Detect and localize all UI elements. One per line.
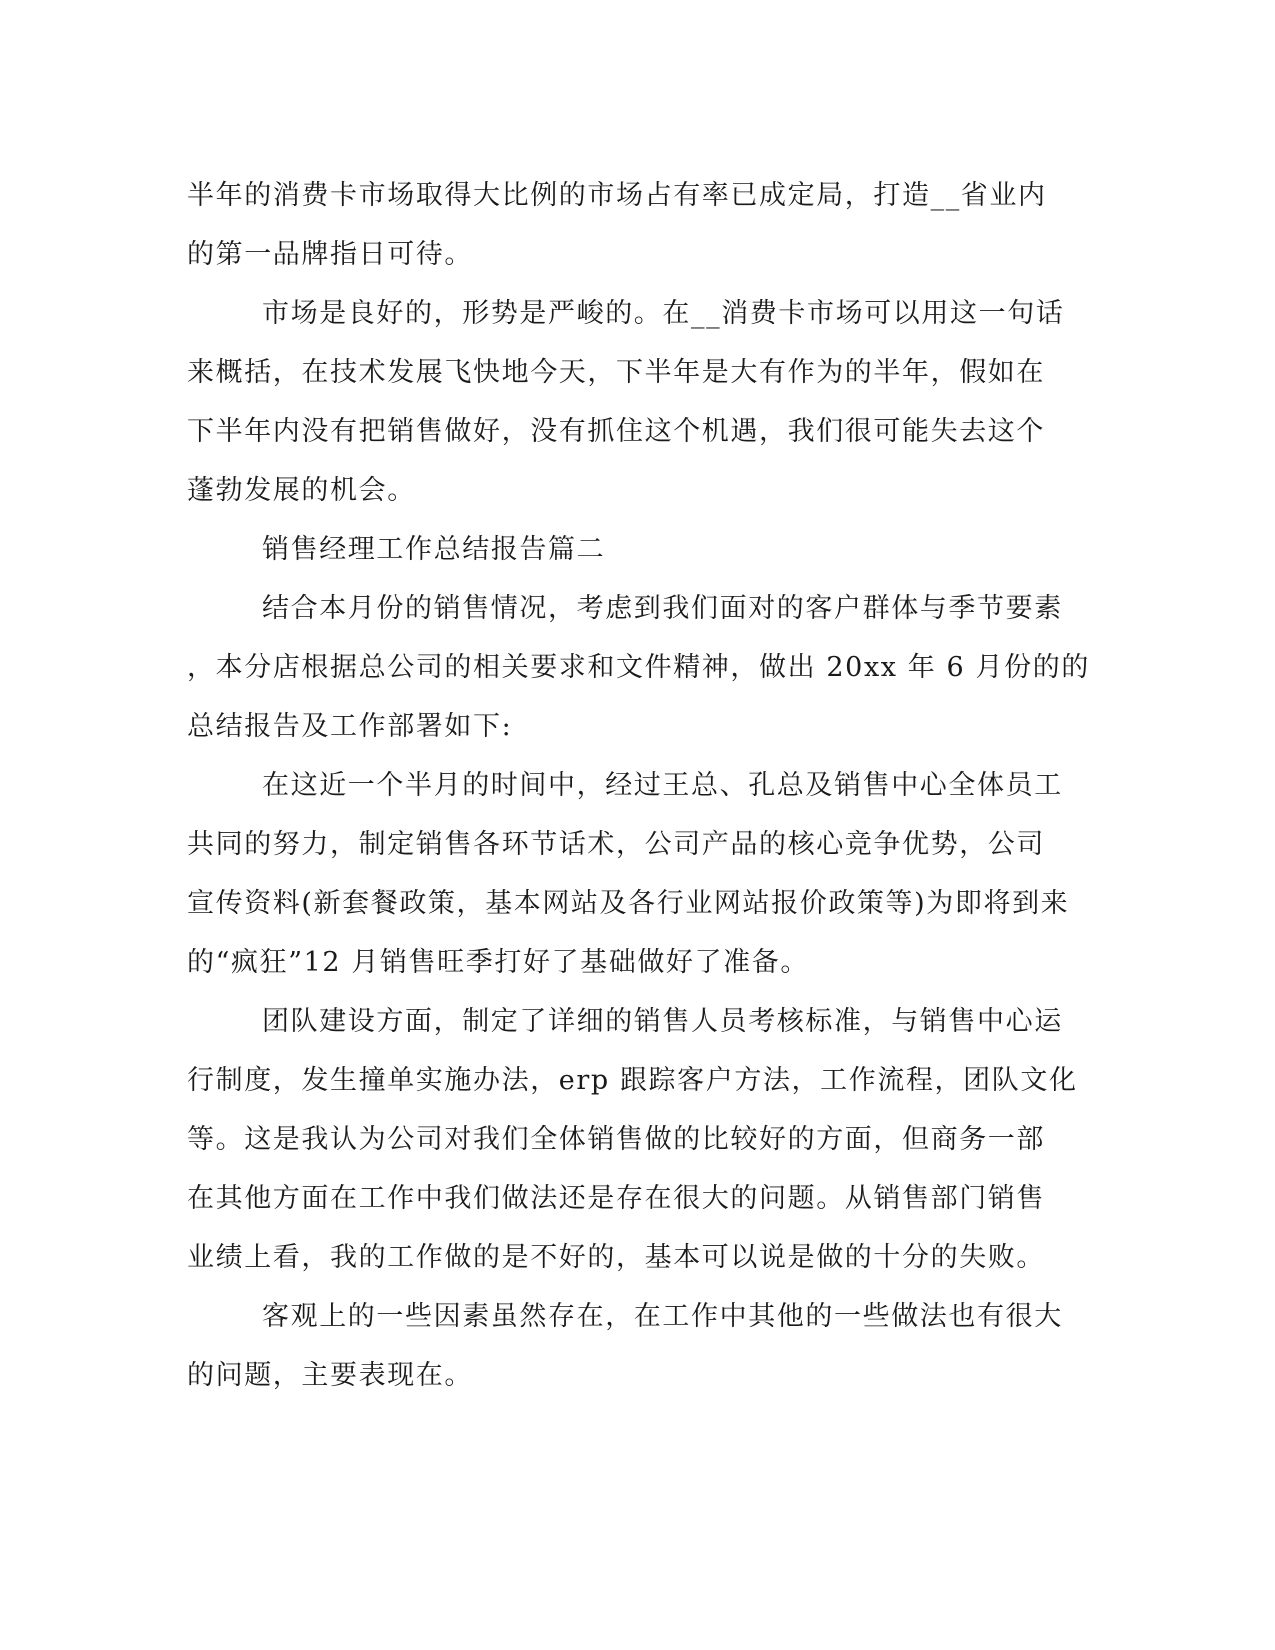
text-line: 行制度，发生撞单实施办法，erp 跟踪客户方法，工作流程，团队文化: [187, 1065, 1078, 1096]
text-line: 共同的努力，制定销售各环节话术，公司产品的核心竞争优势，公司: [187, 829, 1045, 860]
text-line: 等。这是我认为公司对我们全体销售做的比较好的方面，但商务一部: [187, 1124, 1045, 1155]
text-line: 下半年内没有把销售做好，没有抓住这个机遇，我们很可能失去这个: [187, 416, 1045, 447]
document-body: [187, 166, 1090, 1405]
text-line: 宣传资料(新套餐政策，基本网站及各行业网站报价政策等)为即将到来: [187, 888, 1070, 919]
text-line: 的第一品牌指日可待。: [187, 239, 473, 270]
text-line: 在这近一个半月的时间中，经过王总、孔总及销售中心全体员工: [262, 770, 1063, 801]
text-line: 结合本月份的销售情况，考虑到我们面对的客户群体与季节要素: [262, 593, 1063, 624]
text-line: 的问题，主要表现在。: [187, 1360, 473, 1391]
text-line: 团队建设方面，制定了详细的销售人员考核标准，与销售中心运: [262, 1006, 1063, 1037]
text-line: 总结报告及工作部署如下:: [187, 711, 513, 742]
text-line: ，本分店根据总公司的相关要求和文件精神，做出 20xx 年 6 月份的的: [187, 652, 1090, 683]
text-line: 半年的消费卡市场取得大比例的市场占有率已成定局，打造__省业内: [187, 180, 1047, 211]
text-line: 蓬勃发展的机会。: [187, 475, 416, 506]
text-line: 市场是良好的，形势是严峻的。在__消费卡市场可以用这一句话: [262, 298, 1065, 329]
text-line: 在其他方面在工作中我们做法还是存在很大的问题。从销售部门销售: [187, 1183, 1045, 1214]
text-line: 来概括，在技术发展飞快地今天，下半年是大有作为的半年，假如在: [187, 357, 1045, 388]
text-line: 业绩上看，我的工作做的是不好的，基本可以说是做的十分的失败。: [187, 1242, 1045, 1273]
text-line: 的“疯狂”12 月销售旺季打好了基础做好了准备。: [187, 947, 809, 978]
text-line: 客观上的一些因素虽然存在，在工作中其他的一些做法也有很大: [262, 1301, 1063, 1332]
section-heading: 销售经理工作总结报告篇二: [262, 534, 606, 565]
